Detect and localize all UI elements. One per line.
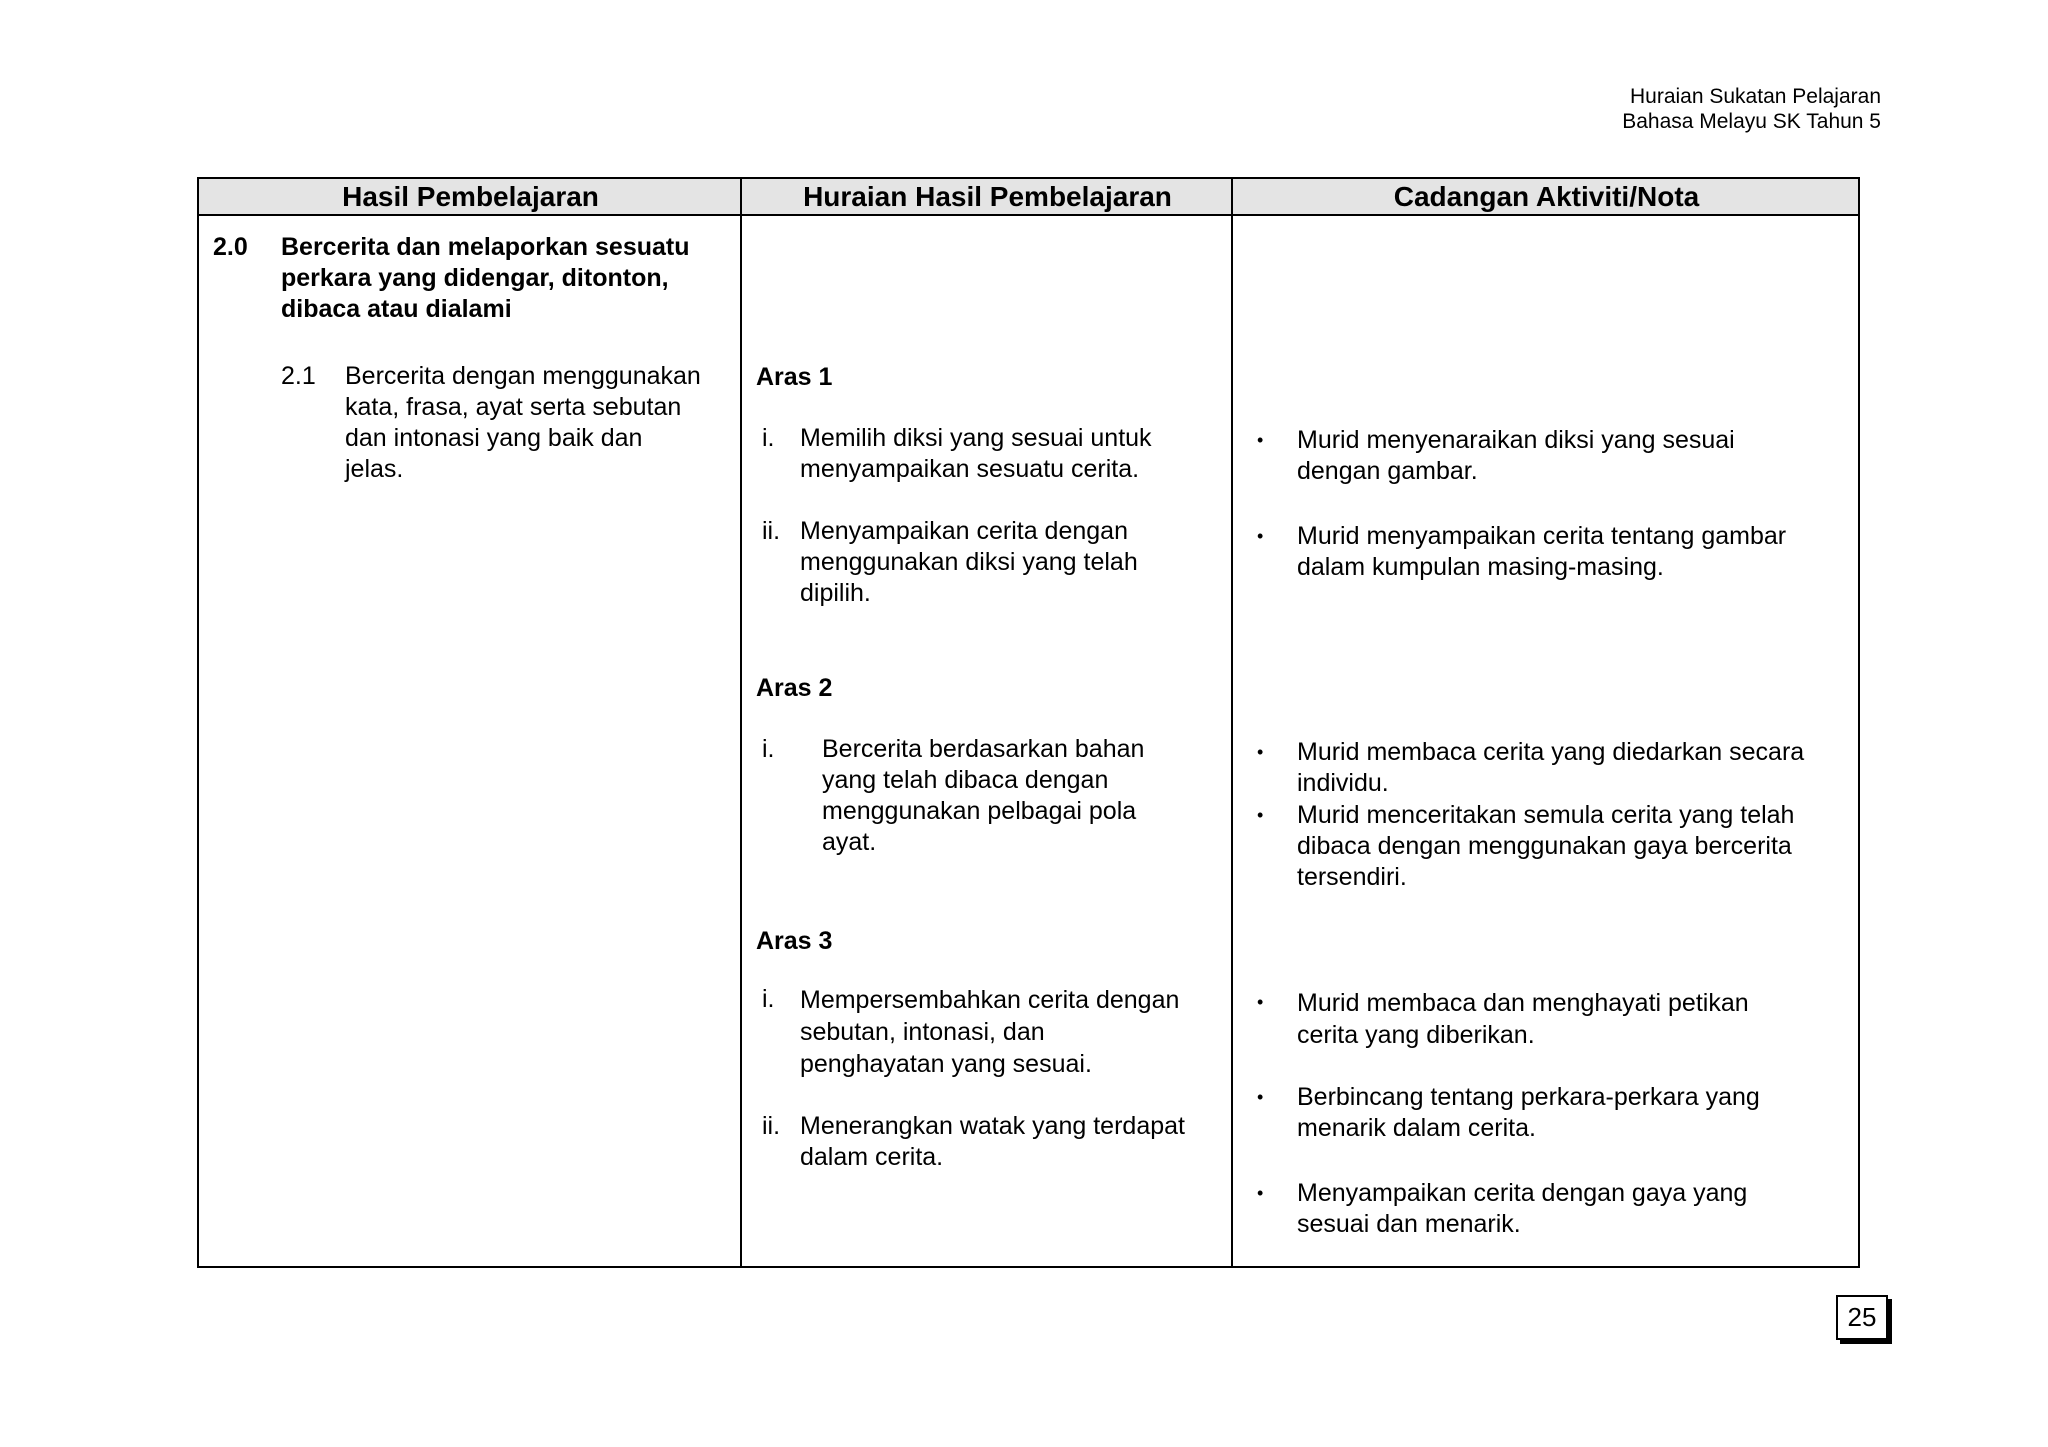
column-divider-1 bbox=[740, 179, 742, 1266]
activity-3: Murid membaca cerita yang diedarkan secara individu. bbox=[1297, 738, 1805, 797]
section-number: 2.0 bbox=[213, 233, 248, 261]
header-line-2: Bahasa Melayu SK Tahun 5 bbox=[1622, 110, 1881, 133]
activity-5: Murid membaca dan menghayati petikan cerita yang diberikan. bbox=[1297, 989, 1749, 1049]
header-cadangan: Cadangan Aktiviti/Nota bbox=[1393, 181, 1700, 212]
running-header bbox=[1622, 84, 1881, 134]
aras-2-label: Aras 2 bbox=[756, 674, 833, 702]
bullet-icon: • bbox=[1257, 1087, 1264, 1107]
bullet-icon: • bbox=[1257, 805, 1264, 825]
section-title: Bercerita dan melaporkan sesuatu perkara yang didengar, ditonton, dibaca atau dialami bbox=[281, 233, 690, 323]
bullet-icon: • bbox=[1257, 526, 1264, 546]
aras-3-item-1-number: i. bbox=[762, 985, 775, 1013]
aras-1-item-2: Menyampaikan cerita dengan menggunakan diksi yang telah dipilih. bbox=[800, 517, 1138, 607]
column-divider-2 bbox=[1231, 179, 1233, 1266]
header-hasil-pembelajaran: Hasil Pembelajaran bbox=[342, 181, 599, 212]
bullet-icon: • bbox=[1257, 1183, 1264, 1203]
bullet-icon: • bbox=[1257, 992, 1264, 1012]
header-huraian: Huraian Hasil Pembelajaran bbox=[803, 181, 1172, 212]
aras-3-item-1: Mempersembahkan cerita dengan sebutan, intonasi, dan penghayatan yang sesuai. bbox=[800, 986, 1180, 1078]
activity-6: Berbincang tentang perkara-perkara yang menarik dalam cerita. bbox=[1297, 1083, 1760, 1142]
header-line-1: Huraian Sukatan Pelajaran bbox=[1630, 85, 1881, 108]
bullet-icon: • bbox=[1257, 430, 1264, 450]
sub-outcome: Bercerita dengan menggunakan kata, frasa, ayat serta sebutan dan intonasi yang baik dan jelas. bbox=[345, 362, 701, 483]
aras-1-label: Aras 1 bbox=[756, 363, 833, 391]
aras-3-item-2: Menerangkan watak yang terdapat dalam cerita. bbox=[800, 1112, 1185, 1171]
activity-4: Murid menceritakan semula cerita yang telah dibaca dengan menggunakan gaya bercerita tersendiri. bbox=[1297, 801, 1795, 891]
sub-number: 2.1 bbox=[281, 362, 316, 390]
aras-3-item-2-number: ii. bbox=[762, 1112, 781, 1140]
aras-2-item-1-number: i. bbox=[762, 735, 775, 763]
aras-2-item-1: Bercerita berdasarkan bahan yang telah dibaca dengan menggunakan pelbagai pola ayat. bbox=[822, 735, 1145, 856]
aras-1-item-1: Memilih diksi yang sesuai untuk menyampaikan sesuatu cerita. bbox=[800, 424, 1152, 483]
activity-7: Menyampaikan cerita dengan gaya yang sesuai dan menarik. bbox=[1297, 1179, 1748, 1238]
aras-1-item-2-number: ii. bbox=[762, 517, 781, 545]
syllabus-table bbox=[197, 177, 1860, 1268]
aras-1-item-1-number: i. bbox=[762, 424, 775, 452]
aras-3-label: Aras 3 bbox=[756, 927, 833, 955]
bullet-icon: • bbox=[1257, 742, 1264, 762]
table-header-row bbox=[199, 179, 1858, 216]
activity-1: Murid menyenaraikan diksi yang sesuai dengan gambar. bbox=[1297, 426, 1735, 485]
activity-2: Murid menyampaikan cerita tentang gambar dalam kumpulan masing-masing. bbox=[1297, 522, 1787, 581]
page-number: 25 bbox=[1836, 1295, 1888, 1340]
